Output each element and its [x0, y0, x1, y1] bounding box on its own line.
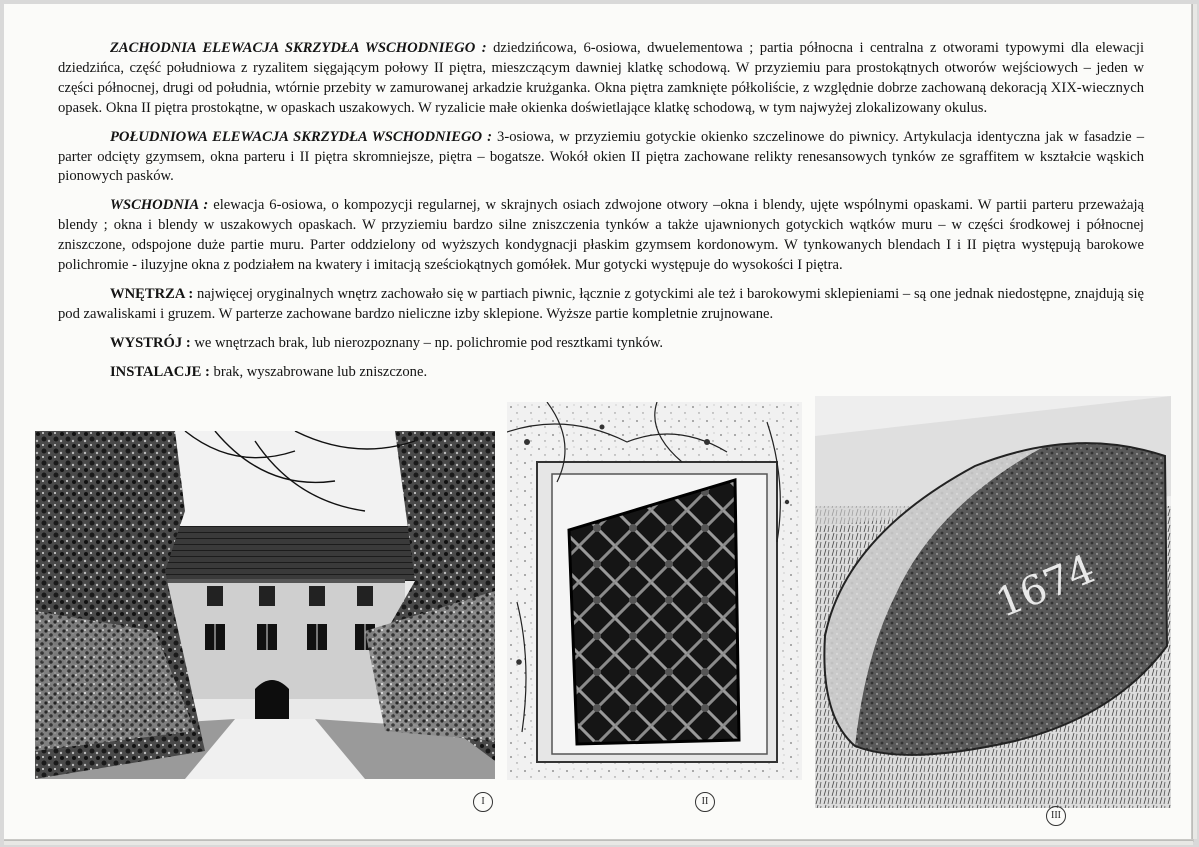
section-decor — [58, 334, 1144, 354]
section-body: 3-osiowa, w przyziemiu gotyckie okienko szczelinowe do piwnicy. Artykulacja identyczna jak w fasadzie – parter odcięty gzymsem, okna parteru i II piętra skromniejsze, piętra – bogatsze. Wokół okien II piętra zachowane relikty renesansowych tynków ze sgraffitem w kształcie wąskich pionowych pasków. — [58, 128, 1144, 185]
section-body: we wnętrzach brak, lub nierozpoznany – np. polichromie pod resztkami tynków. — [190, 334, 664, 351]
section-east-elevation — [58, 196, 1144, 276]
photo-building-facade — [35, 431, 495, 779]
section-installations — [58, 363, 1144, 383]
section-body: elewacja 6-osiowa, o kompozycji regularnej, w skrajnych osiach zdwojone otwory –okna i blendy, ujęte wspólnymi opaskami. W partii parteru przeważają blendy ; okna i blendy w uszakowych opaskach. W przyziemiu bardzo silne zniszczenia tynków a także ujawnionych gotyckich wątków muru – w części środkowej i północnej zniszczone, odspojone duże partie muru. Parter oddzielony od wyższych kondygnacji płaskim gzymsem kordonowym. W tynkowanych blendach I i II piętra występują barokowe polichromie - iluzyjne okna z podziałem na kwatery i imitacją sześciokątnych gomółek. Mur gotycki występuje do wysokości I piętra. — [58, 197, 1144, 274]
section-west-elevation — [58, 39, 1144, 119]
photo-barred-window — [507, 402, 802, 780]
section-south-elevation — [58, 128, 1144, 188]
section-body: dziedzińcowa, 6-osiowa, dwuelementowa ; partia północna i centralna z otworami typowymi dla elewacji dziedzińca, część południowa z ryzalitem sięgającym połowy II piętra, mieszczącym dawniej klatkę schodową. W przyziemiu para prostokątnych otworów wejściowych – jeden w części północnej, drugi od południa, wtórnie przebity w zamurowanej arkadzie krużganka. Okna piętra zamknięte półkoliście, z względnie dobrze zachowaną dekoracją XIX-wiecznych opasek. Okna II piętra prostokątne, w opaskach uszakowych. W ryzalicie małe okienka doświetlające klatkę schodową, w tym najwyżej zlokalizowany okulus. — [58, 40, 1145, 116]
inscription-1674: 1674 — [989, 546, 1102, 627]
photo-label-iii: III — [1046, 806, 1066, 826]
photo-label-ii: II — [695, 792, 715, 812]
section-body: najwięcej oryginalnych wnętrz zachowało się w partiach piwnic, łącznie z gotyckimi ale też i barokowymi sklepieniami – są one jednak niedostępne, znajdują się pod zawaliskami i gruzem. W parterze zachowane bardzo nieliczne izby sklepione. Wyższe partie kompletnie zrujnowane. — [58, 285, 1144, 322]
section-heading: WSCHODNIA : — [110, 197, 209, 214]
page-edge-bottom — [4, 840, 1193, 845]
description-text — [58, 39, 1144, 392]
section-heading: POŁUDNIOWA ELEWACJA SKRZYDŁA WSCHODNIEGO : — [110, 128, 492, 145]
section-interiors — [58, 285, 1144, 325]
section-heading: WNĘTRZA : — [110, 285, 194, 302]
photo-inscribed-stone — [815, 396, 1171, 808]
section-heading: WYSTRÓJ : — [110, 334, 191, 351]
section-heading: INSTALACJE : — [110, 363, 210, 380]
photo-label-i: I — [473, 792, 493, 812]
page-edge-right — [1192, 4, 1197, 839]
section-body: brak, wyszabrowane lub zniszczone. — [209, 363, 428, 380]
section-heading: ZACHODNIA ELEWACJA SKRZYDŁA WSCHODNIEGO : — [110, 40, 487, 56]
